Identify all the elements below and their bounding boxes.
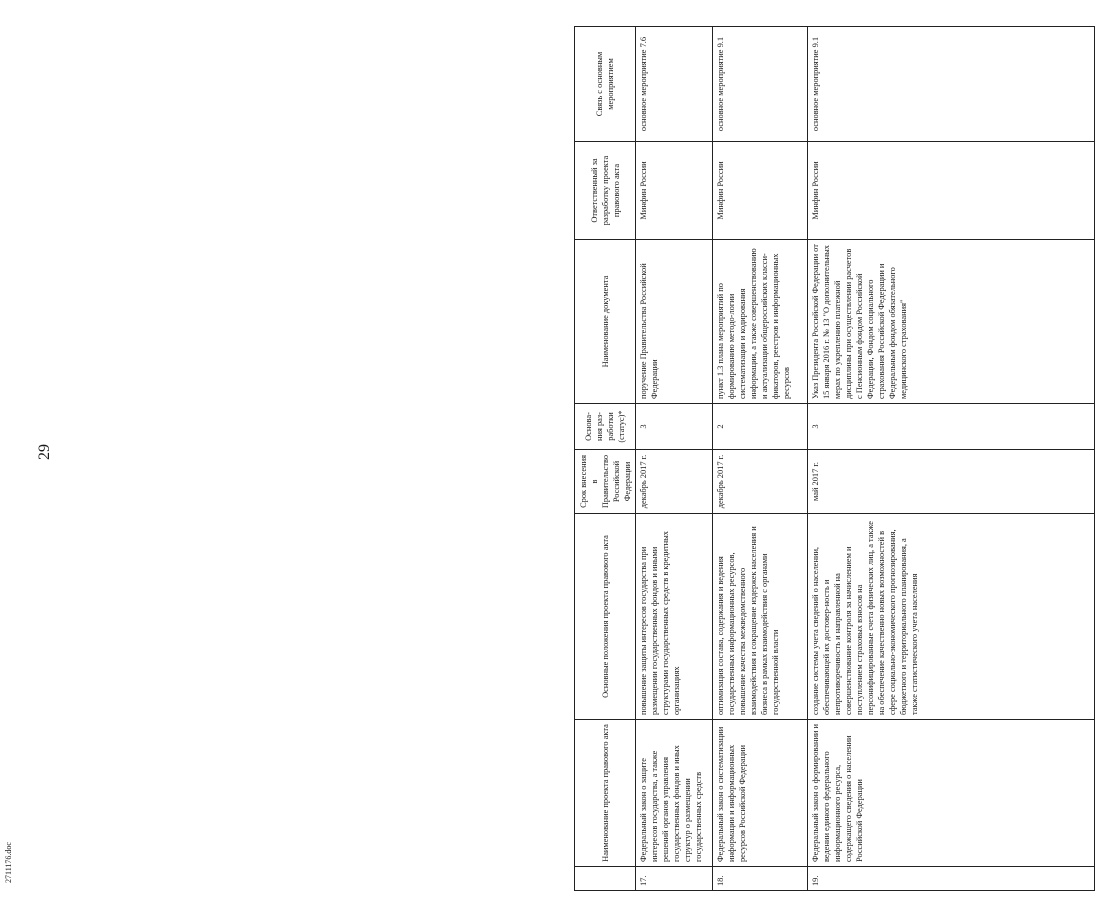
act-status: 3 (636, 404, 713, 450)
table-header-row (575, 27, 636, 891)
act-responsible: Минфин России (636, 142, 713, 240)
act-provisions: оптимизация состава, содержания и ведения государственных информационных ресурсов, повышение качества межведомственного взаимодействия и сокращение издержек населения и бизнеса в рамках взаимодействия с органами государственной власти (713, 514, 808, 720)
table-row (713, 27, 808, 891)
row-number: 17. (636, 867, 713, 891)
act-name: Федеральный закон о систематизации информации и информационных ресурсов Российской Федерации (713, 720, 808, 867)
act-provisions: создание системы учета сведений о населении, обеспечивающей их достовер-ность и непротиворечивость и направленной на совершенствование контроля за начислением и поступлением страховых взносов на персонифицированные счета физических лиц, а также на обеспечение качественно новых возможностей в сфере социально-экономического прогнозирования, бюджетного и территориального планирования, а также статистического учета населения (808, 514, 1095, 720)
row-number: 19. (808, 867, 1095, 891)
act-deadline: май 2017 г. (808, 450, 1095, 514)
table-row (636, 27, 713, 891)
act-responsible: Минфин России (713, 142, 808, 240)
row-number: 18. (713, 867, 808, 891)
act-deadline: декабрь 2017 г. (713, 450, 808, 514)
header-link: Связь с основным мероприятием (575, 27, 636, 142)
document-footer: 2711176.doc (4, 842, 13, 884)
act-document: Указ Президента Российской Федерации от 15 января 2016 г. № 13 "О дополнительных мерах по укреплению платежной дисциплины при осуществлении расчетов с Пенсионным фондом Российской Федерации, Фондом социального страхования Российской Федерации и Федеральным фондом обязательного медицинского страхования" (808, 240, 1095, 404)
table-container (574, 27, 1090, 891)
act-responsible: Минфин России (808, 142, 1095, 240)
act-link: основное мероприятие 7.6 (636, 27, 713, 142)
act-provisions: повышение защиты интересов государства при размещении государственных фондов и иными структурами государственных средств в кредитных организациях (636, 514, 713, 720)
header-name: Наименование проекта правового акта (575, 720, 636, 867)
act-document: поручение Правительства Российской Федерации (636, 240, 713, 404)
act-name: Федеральный закон о защите интересов государства, а также решений органов управления государственных фондов и иных структур о размещении государственных средств (636, 720, 713, 867)
legal-acts-table (574, 26, 1095, 891)
act-status: 2 (713, 404, 808, 450)
header-deadline: Срок внесения в Правительство Российской Федерации (575, 450, 636, 514)
header-responsible: Ответственный за разработку проекта правового акта (575, 142, 636, 240)
act-name: Федеральный закон о формировании и ведении единого федерального информационного ресурса, содержащего сведения о населении Российской Федерации (808, 720, 1095, 867)
act-status: 3 (808, 404, 1095, 450)
header-num (575, 867, 636, 891)
act-link: основное мероприятие 9.1 (713, 27, 808, 142)
act-document: пункт 1.3 плана мероприятий по формированию методо-логии систематизации и кодирования информации, а также совершенствованию и актуализации общероссийских класси-фикаторов, реестров и информационных ресурсов (713, 240, 808, 404)
act-link: основное мероприятие 9.1 (808, 27, 1095, 142)
page-number: 29 (36, 444, 53, 460)
act-deadline: декабрь 2017 г. (636, 450, 713, 514)
header-provisions: Основные положения проекта правового акта (575, 514, 636, 720)
table-row (808, 27, 1095, 891)
header-document: Наименование документа (575, 240, 636, 404)
header-status: Основа-ния раз-работки (статус)* (575, 404, 636, 450)
